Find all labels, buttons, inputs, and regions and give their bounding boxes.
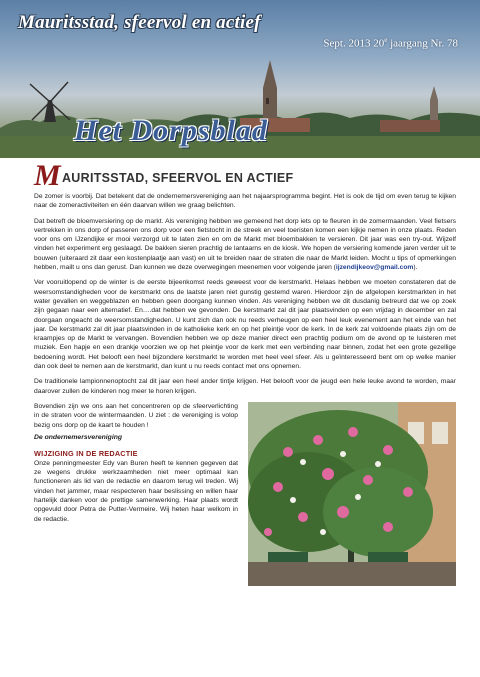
header-banner xyxy=(0,0,480,158)
lower-section xyxy=(34,402,456,590)
paragraph-intro: De zomer is voorbij. Dat betekent dat de ondernemersvereniging aan het najaarsprogramma begint. Het is ook de tijd om even terug te kijken naar de zomeractiviteiten en één daarvan willen we graag belichten. xyxy=(34,193,456,210)
article-title-text: AURITSSTAD, SFEERVOL EN ACTIEF xyxy=(61,171,294,185)
email-link[interactable]: ijzendijkeov@gmail.com xyxy=(335,264,414,272)
left-column xyxy=(34,402,238,527)
issue-info: Sept. 2013 20e jaargang Nr. 78 xyxy=(323,36,458,50)
paragraph-lantern-parade: De traditionele lampionnenoptocht zal dit jaar een heel ander tintje krijgen. Het belooft voor de jeugd een hele leuke avond te worden, maar daarover zullen de kinderen nog meer te horen krijgen. xyxy=(34,378,456,395)
signature: De ondernemersvereniging xyxy=(34,433,123,441)
dorpsblad-logo: Het Dorpsblad xyxy=(74,114,268,147)
section-title-editorial: WIJZIGING IN DE REDACTIE xyxy=(34,448,138,458)
drop-cap: M xyxy=(34,159,61,192)
article-content xyxy=(34,159,456,590)
article-title xyxy=(34,159,456,192)
paragraph-flowers: Dat betreft de bloemversiering op de markt. Als vereniging hebben we gemeend het dorp iets op te fleuren in de zomermaanden. Veel fietsers vertrekken in ons dorp of passeren ons dorp voor een fietstocht in de streek en veel toeristen komen een kijkje nemen in onze plaats. Reden voor ons om IJzendijke er mooi verzorgd uit te laten zien en om de Markt met bloembakken te versieren. Dit jaar was een try-out. Wijzelf vinden het experiment erg geslaagd. De bakken sieren prachtig de lantaarns en de kiosk. We hopen de versiering komende jaren verder uit te bouwen (uiteraard zit daar een kostenplaatje aan vast) en uit te breiden naar de straten die naar de Markt leiden. Mocht u tips of opmerkingen hebben, mailt u ons dan gerust. Dan kunnen we deze overwegingen meenemen voor volgende jaren (ijzendijkeov@gmail.com). xyxy=(34,217,456,272)
paragraph-street-lighting: Bovendien zijn we ons aan het concentreren op de sfeerverlichting in de straten voor de wintermaanden. U ziet : de vereniging is volop bezig ons dorp op de kaart te houden ! xyxy=(34,402,238,429)
masthead-title: Mauritsstad, sfeervol en actief xyxy=(18,12,261,33)
paragraph-christmas-market: Ver vooruitlopend op de winter is de eerste bijeenkomst reeds geweest voor de kerstmarkt. Helaas hebben we moeten constateren dat de weersomstandigheden voor de kerstmarkt ons de laatste jaren niet gunstig gestemd waren. Hierdoor zijn de afgelopen kerstmarkten in het water gevallen en weggeblazen en hebben geen doorgang kunnen vinden. Als vereniging hebben we dit dusdanig betreurd dat we op zoek zijn gegaan naar een alternatief. En….dat hebben we gevonden. De kerstmarkt zal dit jaar plaatsvinden op een vrijdag in december en zal doorgaan ongeacht de weersomstandigheden. U kunt zich dan ook nu reeds verheugen op een heel leuk evenement aan het einde van het jaar. De kerstmarkt zal dit jaar plaatsvinden in de katholieke kerk en op het pleintje voor de kerk. In de kerk zal voldoende plaats zijn om de kraampjes op de Markt te vervangen. Bovendien hebben we op deze manier direct een prachtig podium om de avond op te luisteren met muziek. Een hapje en een drankje voorzien we op het pleintje voor de kerk met een verbinding naar binnen, zodat het een grote gezellige bedoening wordt. Het belooft een heel bijzondere kerstmarkt te worden met heel veel sfeer. Als u geïnteresseerd bent om op welke manier dan ook deel te nemen aan de kerstmarkt, dan kunt u nu reeds contact met ons opnemen. xyxy=(34,279,456,371)
flower-basket-photo xyxy=(248,402,456,586)
paragraph-editorial-change: Onze penningmeester Edy van Buren heeft te kennen gegeven dat ze wegens drukke werkzaamheden niet meer optimaal kan functioneren als lid van de redactie en daarom terug wil treden. Wij vinden het jammer, maar respecteren haar beslissing en willen haar hartelijk danken voor de prettige samenwerking. Haar plaats wordt opgevuld door Petra de Putter-Vermeire. Wij heten haar welkom in de redactie. xyxy=(34,459,238,523)
